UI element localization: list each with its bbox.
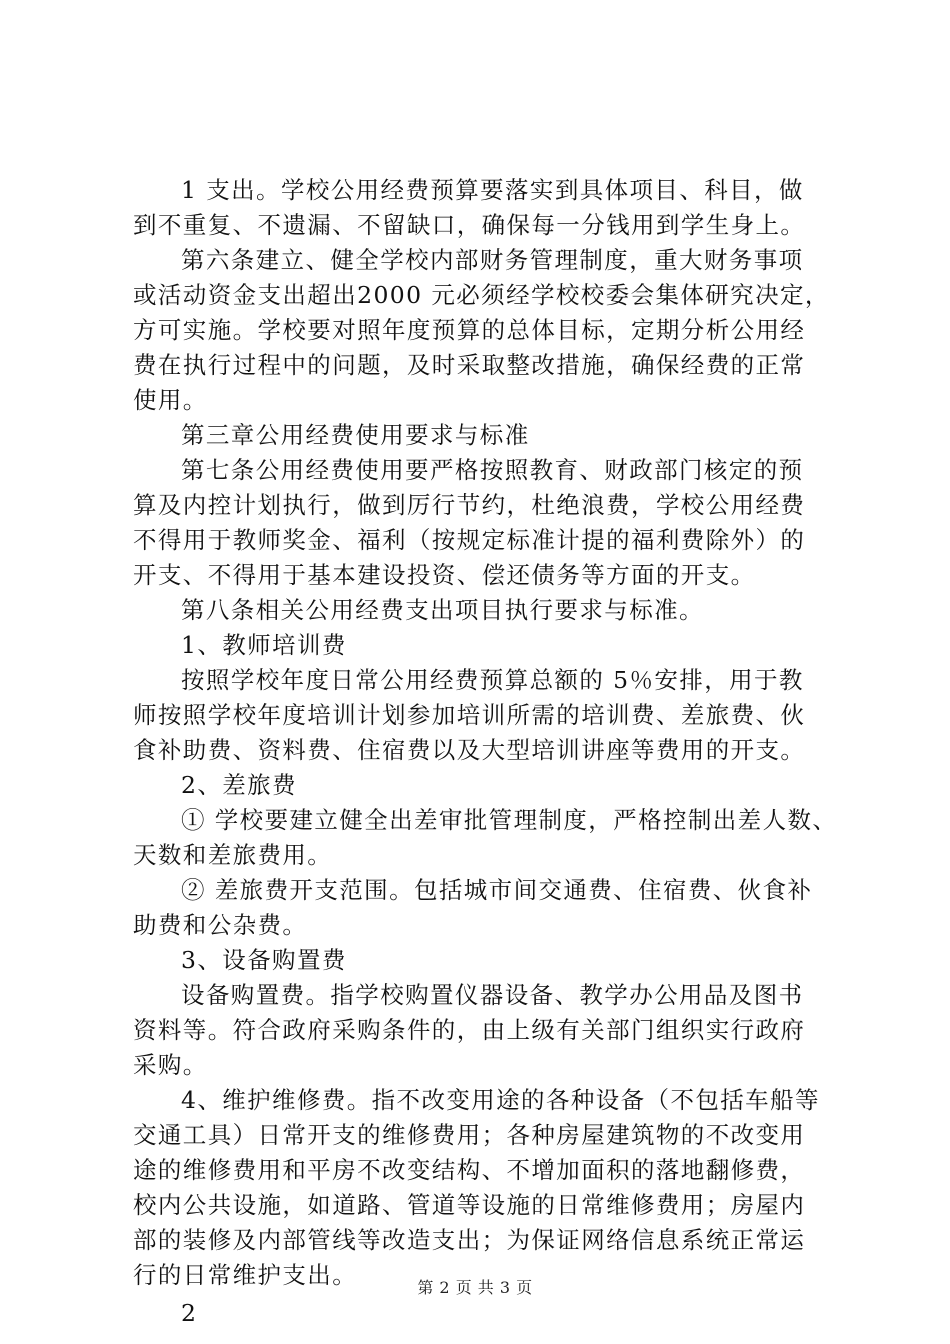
text-line: 或活动资金支出超出2000 元必须经学校校委会集体研究决定， — [133, 281, 830, 309]
item-heading: 3、设备购置费 — [181, 946, 347, 974]
text-line: 方可实施。学校要对照年度预算的总体目标，定期分析公用经 — [133, 316, 806, 344]
text-line: 费在执行过程中的问题，及时采取整改措施，确保经费的正常 — [133, 351, 806, 379]
text-line: 4、维护维修费。指不改变用途的各种设备（不包括车船等 — [181, 1086, 820, 1114]
text-line: 到不重复、不遗漏、不留缺口，确保每一分钱用到学生身上。 — [133, 211, 806, 239]
text-line: 校内公共设施，如道路、管道等设施的日常维修费用；房屋内 — [133, 1191, 806, 1219]
text-line: 行的日常维护支出。 — [133, 1261, 358, 1289]
text-line: 天数和差旅费用。 — [133, 841, 333, 869]
text-line: 采购。 — [133, 1051, 208, 1079]
text-line: 1 支出。学校公用经费预算要落实到具体项目、科目，做 — [181, 176, 804, 204]
item-heading: 1、教师培训费 — [181, 631, 347, 659]
text-line: 算及内控计划执行，做到厉行节约，杜绝浪费，学校公用经费 — [133, 491, 806, 519]
text-line: 交通工具）日常开支的维修费用；各种房屋建筑物的不改变用 — [133, 1121, 806, 1149]
item-heading: 2、差旅费 — [181, 771, 297, 799]
text-line: 开支、不得用于基本建设投资、偿还债务等方面的开支。 — [133, 561, 756, 589]
text-line: 设备购置费。指学校购置仪器设备、教学办公用品及图书 — [181, 981, 804, 1009]
text-line: 途的维修费用和平房不改变结构、不增加面积的落地翻修费， — [133, 1156, 806, 1184]
page-footer: 第 2 页 共 3 页 — [417, 1278, 533, 1297]
text-line: 第八条相关公用经费支出项目执行要求与标准。 — [181, 596, 704, 624]
text-line: ① 学校要建立健全出差审批管理制度，严格控制出差人数、 — [181, 806, 838, 834]
text-line: 第六条建立、健全学校内部财务管理制度，重大财务事项 — [181, 246, 804, 274]
page-number-inline: 2 — [181, 1299, 198, 1327]
text-line: 第七条公用经费使用要严格按照教育、财政部门核定的预 — [181, 456, 804, 484]
text-line: 资料等。符合政府采购条件的，由上级有关部门组织实行政府 — [133, 1016, 806, 1044]
text-line: 不得用于教师奖金、福利（按规定标准计提的福利费除外）的 — [133, 526, 806, 554]
text-line: 按照学校年度日常公用经费预算总额的 5％安排，用于教 — [181, 666, 804, 694]
text-line: 部的装修及内部管线等改造支出；为保证网络信息系统正常运 — [133, 1226, 806, 1254]
chapter-heading: 第三章公用经费使用要求与标准 — [181, 421, 530, 449]
text-line: ② 差旅费开支范围。包括城市间交通费、住宿费、伙食补 — [181, 876, 813, 904]
text-line: 助费和公杂费。 — [133, 911, 308, 939]
text-line: 师按照学校年度培训计划参加培训所需的培训费、差旅费、伙 — [133, 701, 806, 729]
text-line: 食补助费、资料费、住宿费以及大型培训讲座等费用的开支。 — [133, 736, 806, 764]
text-line: 使用。 — [133, 386, 208, 414]
